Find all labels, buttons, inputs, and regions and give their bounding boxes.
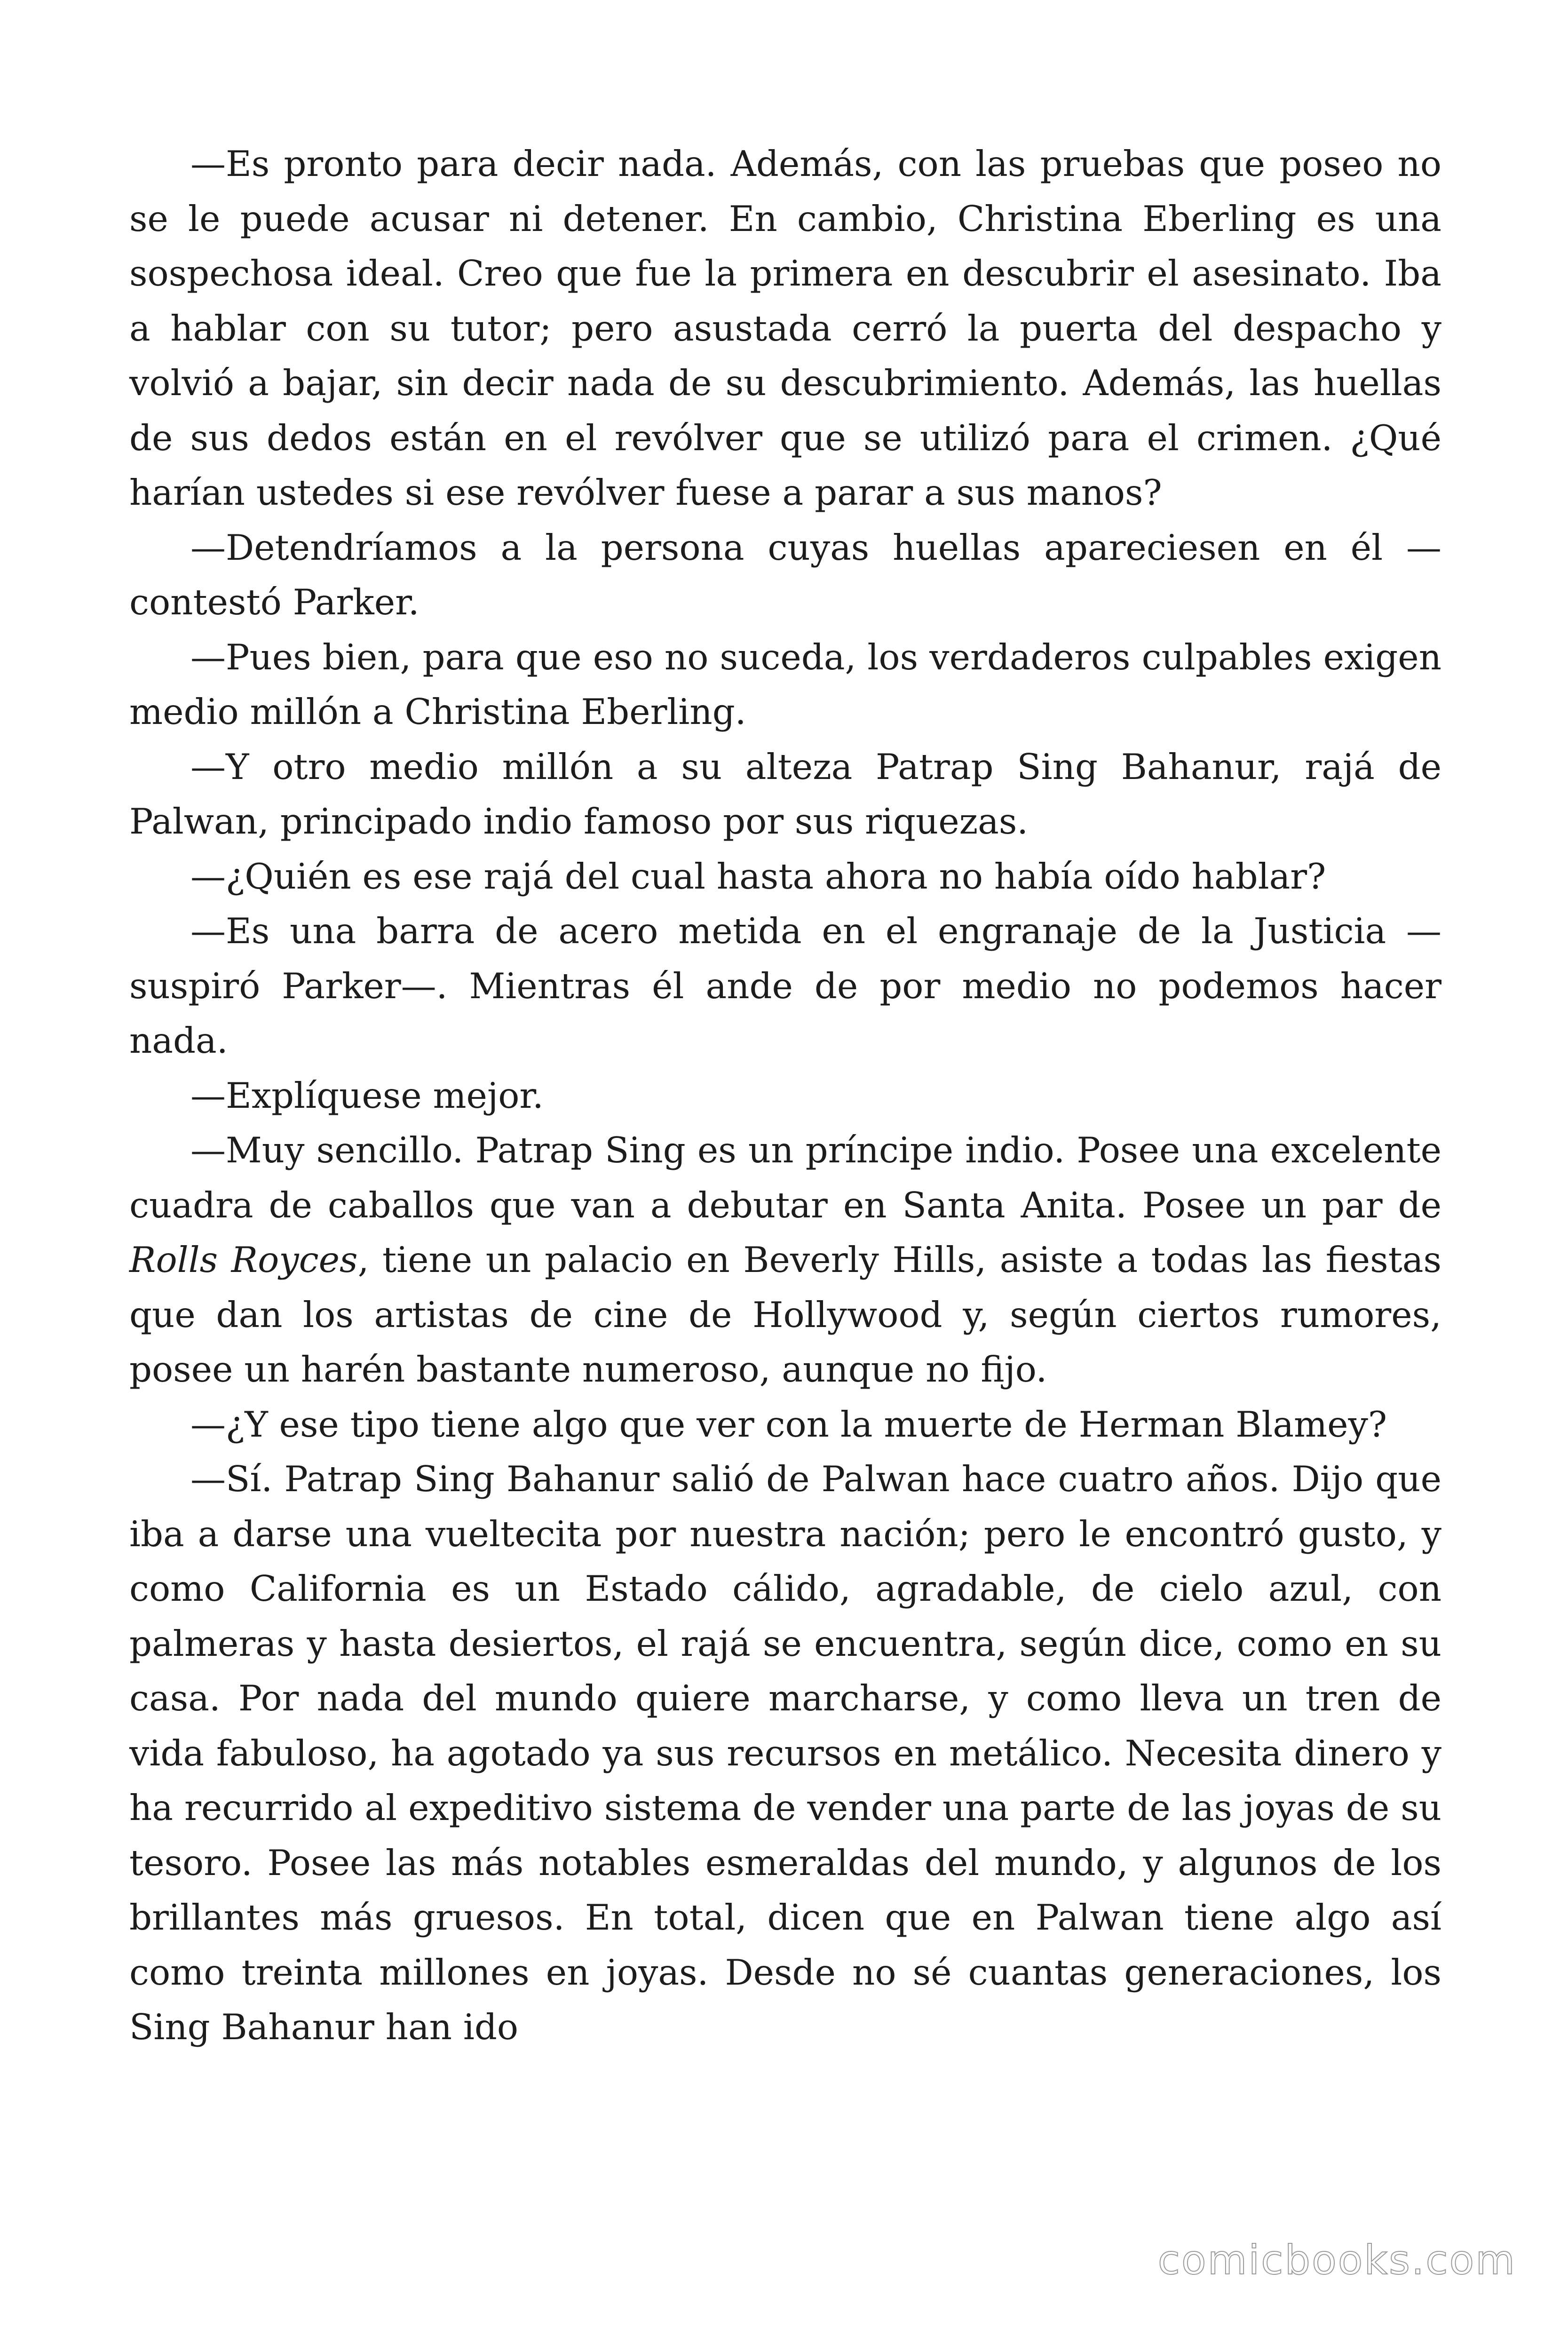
paragraph: —Detendríamos a la persona cuyas huellas apareciesen en él —contestó Parker. [129,526,1441,623]
italic-title: Rolls Royces [129,1239,358,1280]
paragraph-text: —Muy sencillo. Patrap Sing es un príncipe indio. Posee una excelente cuadra de caballos que van a debutar en Santa Anita. Posee un par de [129,1129,1441,1226]
paragraph: —Sí. Patrap Sing Bahanur salió de Palwan hace cuatro años. Dijo que iba a darse una vueltecita por nuestra nación; pero le encontró gusto, y como California es un Estado cálido, agradable, de cielo azul, con palmeras y hasta desiertos, el rajá se encuentra, según dice, como en su casa. Por nada del mundo quiere marcharse, y como lleva un tren de vida fabuloso, ha agotado ya sus recursos en metálico. Necesita dinero y ha recurrido al expeditivo sistema de vender una parte de las joyas de su tesoro. Posee las más notables esmeraldas del mundo, y algunos de los brillantes más gruesos. En total, dicen que en Palwan tiene algo así como treinta millones en joyas. Desde no sé cuantas generaciones, los Sing Bahanur han ido [129,1458,1441,2048]
paragraph: —¿Quién es ese rajá del cual hasta ahora no había oído hablar? [190,855,1326,897]
paragraph: —Es pronto para decir nada. Además, con las pruebas que poseo no se le puede acusar ni detener. En cambio, Christina Eberling es una sospechosa ideal. Creo que fue la primera en descubrir el asesinato. Iba a hablar con su tutor; pero asustada cerró la puerta del despacho y volvió a bajar, sin decir nada de su descubrimiento. Además, las huellas de sus dedos están en el revólver que se utilizó para el crimen. ¿Qué harían ustedes si ese revólver fuese a parar a sus manos? [129,143,1441,513]
watermark: comicbooks.com [1157,2237,1516,2284]
paragraph [129,1123,1441,1397]
paragraph-text: , tiene un palacio en Beverly Hills, asiste a todas las fiestas que dan los artistas de cine de Hollywood y, según ciertos rumores, posee un harén bastante numeroso, aunque no fijo. [129,1239,1441,1390]
paragraph: —Pues bien, para que eso no suceda, los verdaderos culpables exigen medio millón a Christina Eberling. [129,636,1441,732]
paragraph: —¿Y ese tipo tiene algo que ver con la muerte de Herman Blamey? [190,1403,1387,1445]
paragraph: —Es una barra de acero metida en el engranaje de la Justicia —suspiró Parker—. Mientras él ande de por medio no podemos hacer nada. [129,910,1441,1061]
page-body [129,136,1441,2055]
paragraph: —Y otro medio millón a su alteza Patrap Sing Bahanur, rajá de Palwan, principado indio famoso por sus riquezas. [129,746,1441,842]
paragraph: —Explíquese mejor. [190,1074,544,1116]
